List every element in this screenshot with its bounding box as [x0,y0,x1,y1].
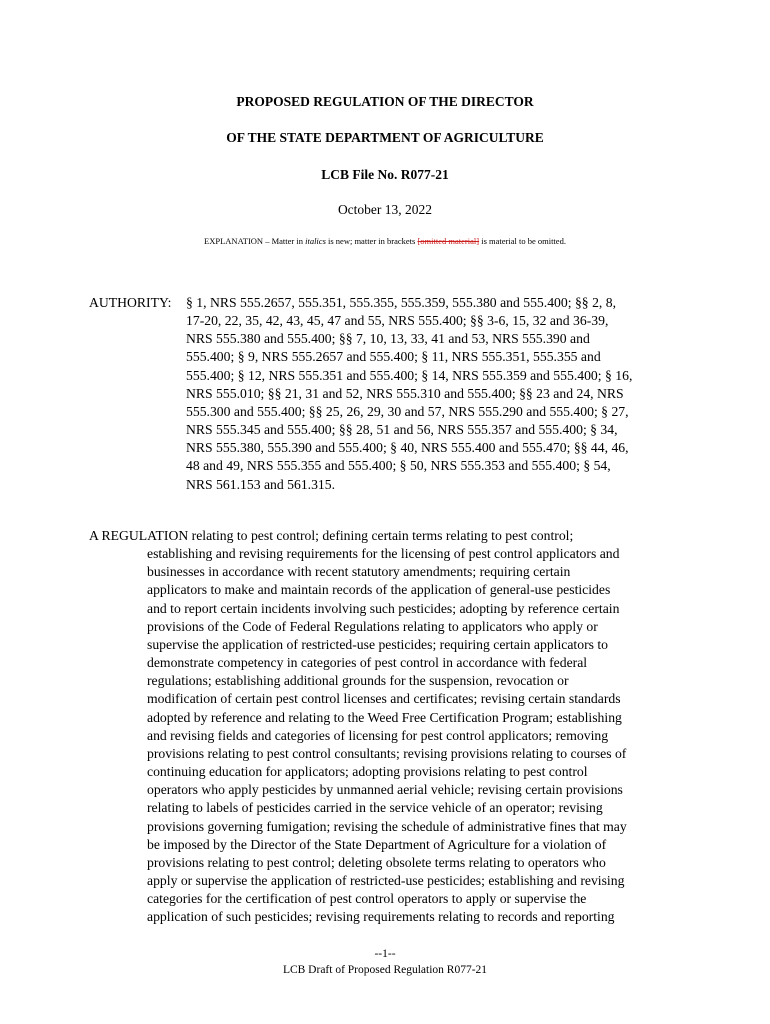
regulation-line: modification of certain pest control licenses and certificates; revising certain standards [147,691,621,707]
regulation-line: apply or supervise the application of restricted-use pesticides; establishing and revising [147,872,625,888]
authority-line: NRS 555.380 and 555.400; §§ 7, 10, 13, 33, 41 and 53, NRS 555.390 and [186,331,590,347]
regulation-line: continuing education for applicators; adopting provisions relating to pest control [147,764,588,780]
regulation-first-line: A REGULATION relating to pest control; defining certain terms relating to pest control; [89,528,574,543]
regulation-line: businesses in accordance with recent statutory amendments; requiring certain [147,564,571,580]
explanation-middle: is new; matter in brackets [325,236,418,246]
regulation-line: relating to labels of pesticides carried in the service vehicle of an operator; revising [147,800,603,816]
regulation-line: adopted by reference and relating to the Weed Free Certification Program; establishing [147,709,622,725]
authority-line: NRS 561.153 and 561.315. [186,476,336,492]
footer-label: LCB Draft of Proposed Regulation R077-21 [282,964,488,976]
regulation-line: demonstrate competency in categories of pest control in accordance with federal [147,655,588,671]
regulation-line: provisions relating to pest control; deleting obsolete terms relating to operators who [147,854,606,870]
regulation-line: provisions of the Code of Federal Regulations relating to applicators who apply or [147,618,598,634]
explanation-prefix: EXPLANATION – Matter in [204,236,306,246]
authority-line: 17-20, 22, 35, 42, 43, 45, 47 and 55, NRS 555.400; §§ 3-6, 15, 32 and 36-39, [186,313,609,329]
regulation-line: supervise the application of restricted-use pesticides; requiring certain applicators to [147,636,609,652]
regulation-line: application of such pesticides; revising requirements relating to records and reporting [147,909,615,925]
regulation-line: and revising fields and categories of licensing for pest control applicators; removing [147,727,609,743]
regulation-line: provisions relating to pest control consultants; revising provisions relating to courses of [147,745,627,761]
authority-line: 48 and 49, NRS 555.355 and 555.400; § 50, NRS 555.353 and 555.400; § 54, [186,458,611,474]
regulation-line: be imposed by the Director of the State Department of Agriculture for a violation of [147,836,607,852]
document-date: October 13, 2022 [337,202,433,217]
page-number: --1-- [374,948,396,960]
regulation-line: establishing and revising requirements for the licensing of pest control applicators and [147,546,620,562]
authority-line: NRS 555.345 and 555.400; §§ 28, 51 and 56, NRS 555.357 and 555.400; § 34, [186,422,618,438]
regulation-line: applicators to make and maintain records of the application of general-use pesticides [147,582,611,598]
regulation-summary [89,527,689,926]
authority-body [186,294,686,494]
explanation-omitted-sample: [omitted material] [417,236,480,246]
authority-line: NRS 555.010; §§ 21, 31 and 52, NRS 555.310 and 555.400; §§ 23 and 24, NRS [186,385,624,401]
title-line-1: PROPOSED REGULATION OF THE DIRECTOR [236,94,534,109]
regulation-line: categories for the certification of pest control operators to apply or supervise the [147,891,587,907]
regulation-line: regulations; establishing additional grounds for the suspension, revocation or [147,673,569,689]
authority-line: § 1, NRS 555.2657, 555.351, 555.355, 555.359, 555.380 and 555.400; §§ 2, 8, [186,295,617,310]
authority-line: NRS 555.380, 555.390 and 555.400; § 40, NRS 555.400 and 555.470; §§ 44, 46, [186,440,629,456]
authority-line: 555.400; § 12, NRS 555.351 and 555.400; § 14, NRS 555.359 and 555.400; § 16, [186,367,633,383]
authority-line: 555.400; § 9, NRS 555.2657 and 555.400; § 11, NRS 555.351, 555.355 and [186,349,601,365]
explanation-note [0,236,770,247]
regulation-line: and to report certain incidents involving such pesticides; adopting by reference certain [147,600,620,616]
file-number: LCB File No. R077-21 [321,167,449,182]
explanation-italic-word: italics [305,236,326,246]
title-line-2: OF THE STATE DEPARTMENT OF AGRICULTURE [226,130,544,145]
explanation-suffix: is material to be omitted. [479,236,566,246]
regulation-line: operators who apply pesticides by unmanned aerial vehicle; revising certain provisions [147,782,623,798]
authority-label: AUTHORITY: [89,295,172,310]
regulation-line: provisions governing fumigation; revising the schedule of administrative fines that may [147,818,627,834]
authority-line: 555.300 and 555.400; §§ 25, 26, 29, 30 and 57, NRS 555.290 and 555.400; § 27, [186,403,629,419]
